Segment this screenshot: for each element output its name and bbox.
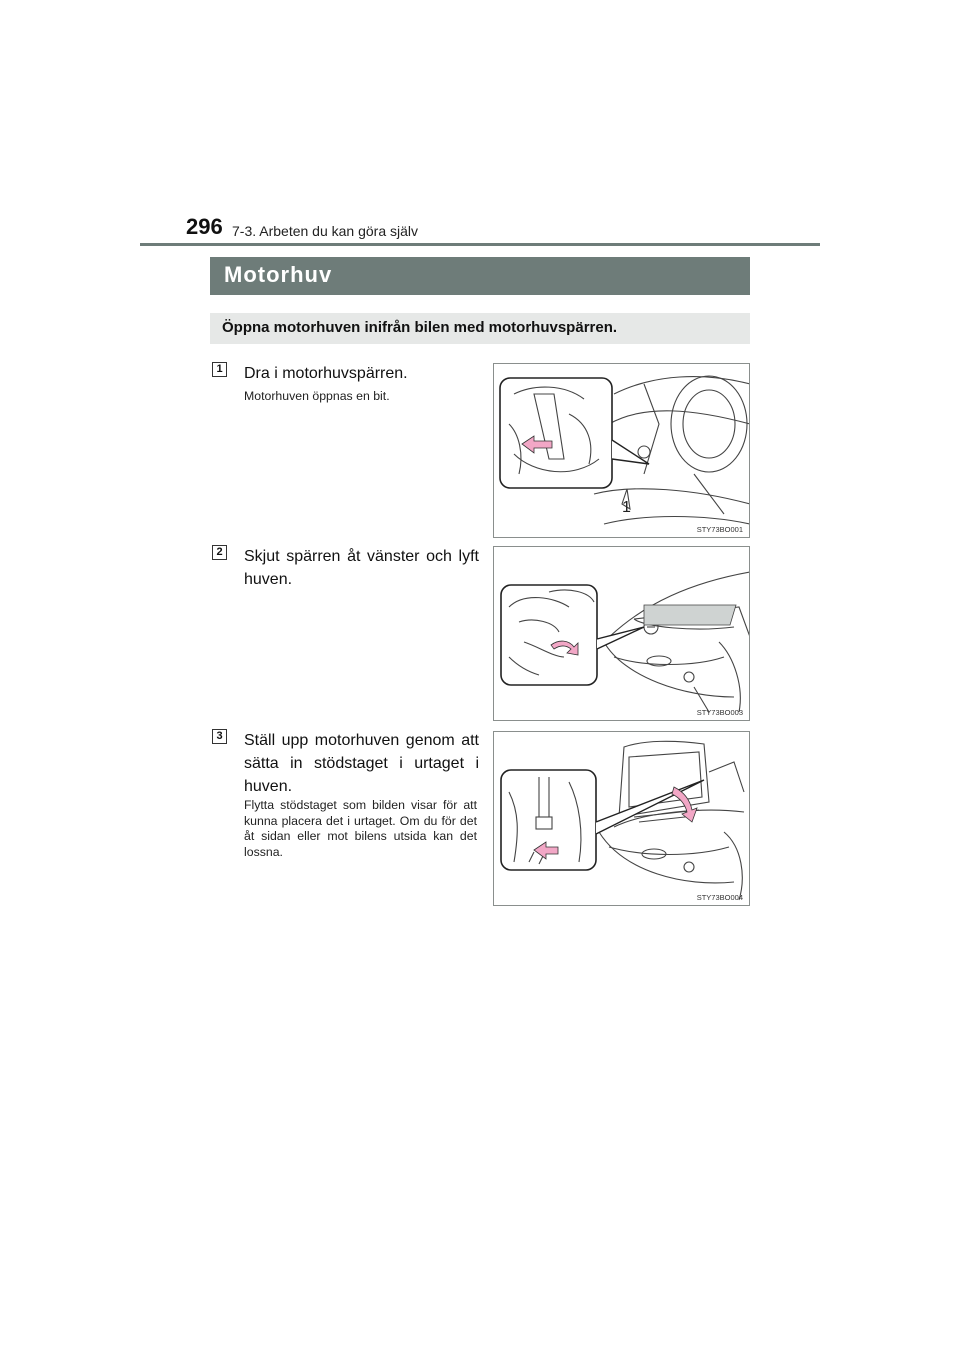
step-1-title: Dra i motorhuvspärren. [244,365,408,382]
header-divider [140,243,820,246]
section-title-bar [210,257,750,295]
step-number-2: 2 [212,545,227,560]
subtitle-bar [210,313,750,344]
figure-hood-support-rod [493,731,750,906]
section-reference: 7-3. Arbeten du kan göra själv [232,223,419,239]
figure-1-callout: 1 [622,499,631,516]
subtitle: Öppna motorhuven inifrån bilen med motorhuvspärren. [222,319,618,336]
figure-3-code: STY73BO004 [696,893,743,902]
figure-2-code: STY73BO003 [696,708,743,717]
step-number-1: 1 [212,362,227,377]
step-2-title: Skjut spärren åt vänster och lyft huven. [244,548,479,588]
hood-latch-illustration [494,547,750,721]
page-number: 296 [186,214,223,239]
support-rod-illustration [494,732,750,906]
figure-1-code: STY73BO001 [696,525,743,534]
step-number-3: 3 [212,729,227,744]
page-title: Motorhuv [224,262,333,287]
step-3-note: Flytta stödstaget som bilden visar för att kunna placera det i urtaget. Om du för det åt sidan eller mot bilens utsida kan det lossna. [244,798,477,859]
step-3-title: Ställ upp motorhuven genom att sätta in stödstaget i urtaget i huven. [244,732,479,795]
figure-hood-release-lever [493,363,750,538]
step-1-note: Motorhuven öppnas en bit. [244,389,390,403]
figure-hood-latch [493,546,750,721]
hood-release-illustration [494,364,750,538]
